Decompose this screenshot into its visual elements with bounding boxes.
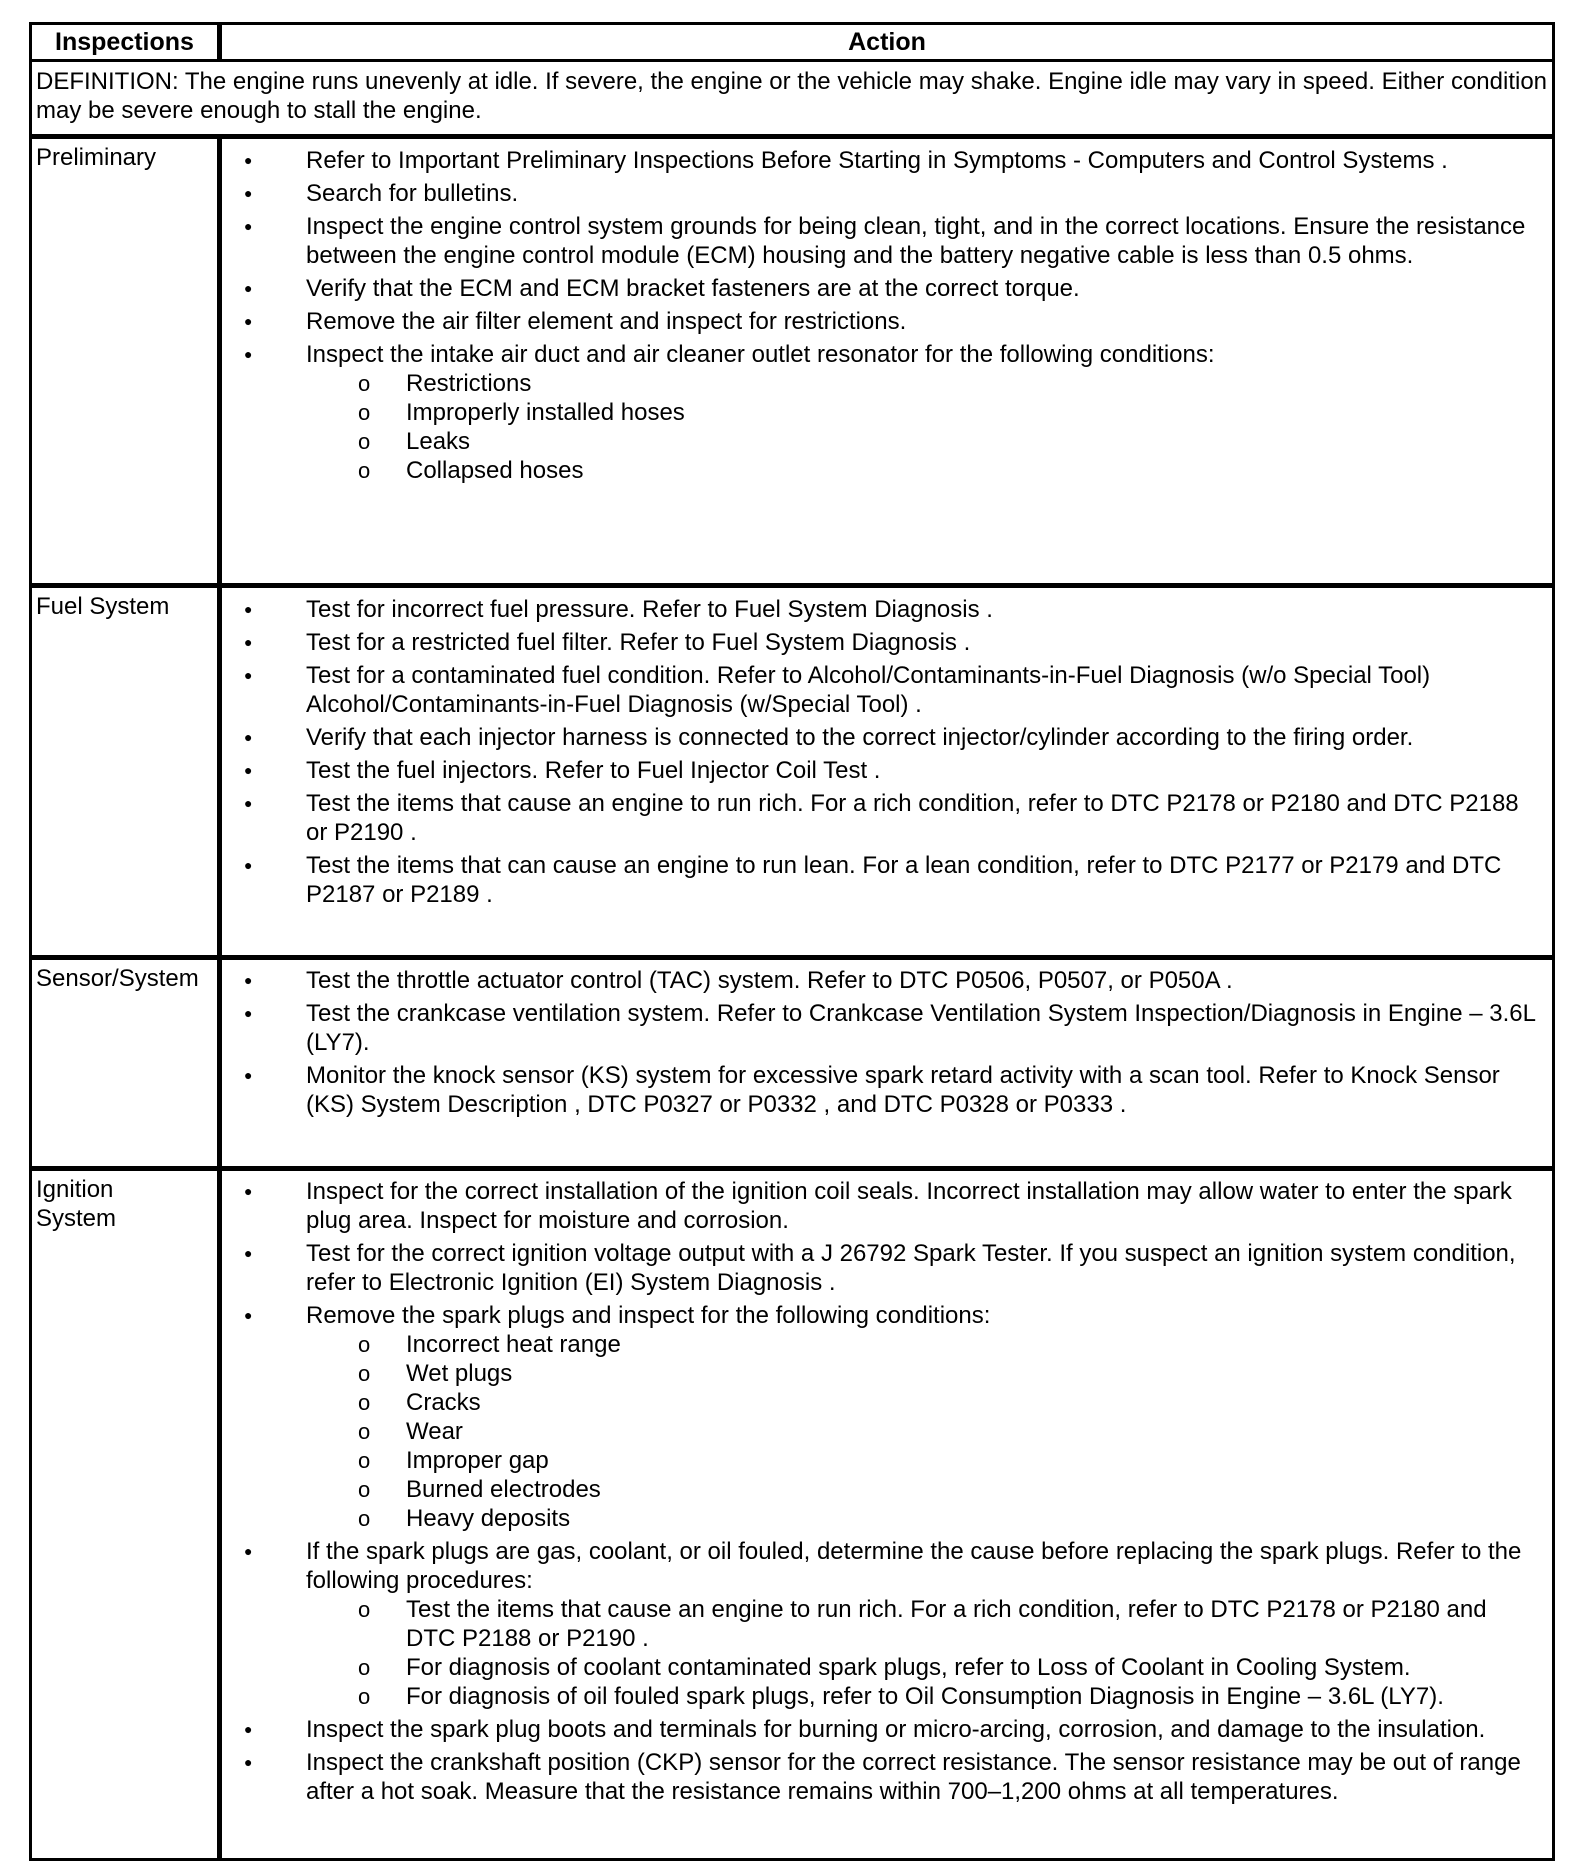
sub-item: o Heavy deposits [406, 1504, 1542, 1533]
sub-item: o Wet plugs [406, 1359, 1542, 1388]
sub-item: o Wear [406, 1417, 1542, 1446]
action-item [306, 851, 1542, 909]
action-item-text: Test the items that can cause an engine to run lean. For a lean condition, refer to DTC P2177 or P2179 and DTC P2187 or P2189 . [306, 852, 1502, 908]
action-item [306, 212, 1542, 270]
action-item-text: Remove the spark plugs and inspect for the following conditions: [306, 1302, 991, 1329]
action-item [306, 1748, 1542, 1806]
action-item [306, 1537, 1542, 1711]
header-row [32, 25, 1552, 62]
sub-item: o Incorrect heat range [406, 1330, 1542, 1359]
sub-list [406, 369, 1542, 485]
header-inspections: Inspections [55, 28, 194, 56]
action-item-text: Verify that the ECM and ECM bracket fasteners are at the correct torque. [306, 275, 1080, 302]
action-item-text: Inspect the engine control system grounds for being clean, tight, and in the correct locations. Ensure the resistance between the engine control module (ECM) housing and the battery negative cable is less than 0.5 ohms. [306, 213, 1526, 269]
action-item-text: Test for the correct ignition voltage output with a J 26792 Spark Tester. If you suspect an ignition system condition, refer to Electronic Ignition (EI) System Diagnosis . [306, 1240, 1516, 1296]
action-item [306, 628, 1542, 657]
action-item [306, 146, 1542, 175]
action-item-text: Inspect the intake air duct and air cleaner outlet resonator for the following conditions: [306, 341, 1215, 368]
action-item [306, 595, 1542, 624]
action-item-text: If the spark plugs are gas, coolant, or oil fouled, determine the cause before replacing the spark plugs. Refer to the following procedures: [306, 1538, 1522, 1594]
sub-list [406, 1330, 1542, 1533]
sub-item: o Improper gap [406, 1446, 1542, 1475]
section-row [32, 588, 1552, 960]
action-item [306, 999, 1542, 1057]
section-name: Fuel System [36, 593, 170, 620]
action-list [306, 966, 1542, 1123]
action-item-text: Test the items that cause an engine to run rich. For a rich condition, refer to DTC P2178 or P2180 and DTC P2188 or P2190 . [306, 790, 1519, 846]
action-item [306, 789, 1542, 847]
action-item [306, 723, 1542, 752]
action-item [306, 179, 1542, 208]
sub-item: o Leaks [406, 427, 1542, 456]
action-list [306, 595, 1542, 913]
action-item-text: Test for a restricted fuel filter. Refer to Fuel System Diagnosis . [306, 629, 971, 656]
sub-item: o Collapsed hoses [406, 456, 1542, 485]
action-list [306, 146, 1542, 489]
definition-text: DEFINITION: The engine runs unevenly at idle. If severe, the engine or the vehicle may shake. Engine idle may vary in speed. Either condition may be severe enough to stall the engine. [36, 68, 1548, 124]
action-item [306, 1715, 1542, 1744]
action-item-text: Inspect for the correct installation of the ignition coil seals. Incorrect installation may allow water to enter the spark plug area. Inspect for moisture and corrosion. [306, 1178, 1512, 1234]
sub-item: o Cracks [406, 1388, 1542, 1417]
action-item-text: Search for bulletins. [306, 180, 519, 207]
sub-item: o Burned electrodes [406, 1475, 1542, 1504]
section-row [32, 139, 1552, 588]
definition-row [32, 62, 1552, 139]
action-item-text: Inspect the spark plug boots and terminals for burning or micro-arcing, corrosion, and damage to the insulation. [306, 1716, 1486, 1743]
action-item-text: Refer to Important Preliminary Inspections Before Starting in Symptoms - Computers and Control Systems . [306, 147, 1448, 174]
sub-item: o Test the items that cause an engine to run rich. For a rich condition, refer to DTC P2178 or P2180 and DTC P2188 or P2190 . [406, 1595, 1542, 1653]
action-item [306, 661, 1542, 719]
action-item-text: Remove the air filter element and inspect for restrictions. [306, 308, 907, 335]
sub-item: o Restrictions [406, 369, 1542, 398]
section-name: Sensor/System [36, 965, 199, 992]
action-item [306, 966, 1542, 995]
action-item-text: Test the crankcase ventilation system. Refer to Crankcase Ventilation System Inspection/Diagnosis in Engine – 3.6L (LY7). [306, 1000, 1536, 1056]
action-item-text: Inspect the crankshaft position (CKP) sensor for the correct resistance. The sensor resistance may be out of range after a hot soak. Measure that the resistance remains within 700–1,200 ohms at all temperatures. [306, 1749, 1521, 1805]
sub-item: o Improperly installed hoses [406, 398, 1542, 427]
action-item [306, 1061, 1542, 1119]
action-item-text: Verify that each injector harness is connected to the correct injector/cylinder according to the firing order. [306, 724, 1414, 751]
diagnostic-table [29, 22, 1555, 1861]
section-name: Preliminary [36, 144, 157, 171]
action-item [306, 1177, 1542, 1235]
action-item [306, 1239, 1542, 1297]
header-action: Action [217, 25, 1552, 59]
sub-item: o For diagnosis of oil fouled spark plugs, refer to Oil Consumption Diagnosis in Engine – 3.6L (LY7). [406, 1682, 1542, 1711]
action-item [306, 340, 1542, 485]
action-list [306, 1177, 1542, 1810]
action-item [306, 1301, 1542, 1533]
section-name: Ignition System [36, 1176, 117, 1232]
action-item [306, 756, 1542, 785]
section-row [32, 960, 1552, 1171]
action-item-text: Test for a contaminated fuel condition. Refer to Alcohol/Contaminants-in-Fuel Diagnosis (w/o Special Tool) Alcohol/Contaminants-in-Fuel Diagnosis (w/Special Tool) . [306, 662, 1431, 718]
action-item-text: Test the fuel injectors. Refer to Fuel Injector Coil Test . [306, 757, 881, 784]
sub-item: o For diagnosis of coolant contaminated spark plugs, refer to Loss of Coolant in Cooling System. [406, 1653, 1542, 1682]
section-row [32, 1171, 1552, 1858]
action-item-text: Test the throttle actuator control (TAC) system. Refer to DTC P0506, P0507, or P050A . [306, 967, 1233, 994]
action-item [306, 274, 1542, 303]
action-item [306, 307, 1542, 336]
sub-list [406, 1595, 1542, 1711]
action-item-text: Monitor the knock sensor (KS) system for excessive spark retard activity with a scan tool. Refer to Knock Sensor (KS) System Description , DTC P0327 or P0332 , and DTC P0328 or P0333 . [306, 1062, 1500, 1118]
action-item-text: Test for incorrect fuel pressure. Refer to Fuel System Diagnosis . [306, 596, 993, 623]
